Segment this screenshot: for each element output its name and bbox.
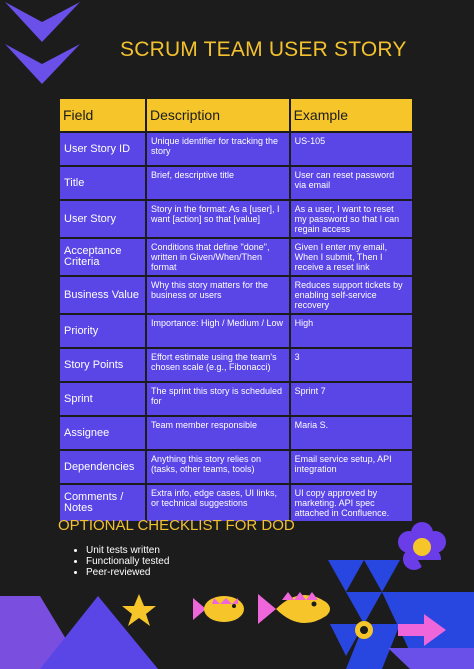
field-cell: Comments / Notes [59, 484, 146, 522]
example-cell: 3 [290, 348, 413, 382]
example-cell: Sprint 7 [290, 382, 413, 416]
field-cell: User Story ID [59, 132, 146, 166]
field-cell: Sprint [59, 382, 146, 416]
example-cell: User can reset password via email [290, 166, 413, 200]
field-cell: Story Points [59, 348, 146, 382]
fish-icon [193, 592, 330, 624]
description-cell: The sprint this story is scheduled for [146, 382, 290, 416]
description-cell: Importance: High / Medium / Low [146, 314, 290, 348]
page-title: SCRUM TEAM USER STORY [120, 38, 407, 61]
field-cell: Priority [59, 314, 146, 348]
description-cell: Unique identifier for tracking the story [146, 132, 290, 166]
table-row [59, 200, 413, 238]
description-cell: Team member responsible [146, 416, 290, 450]
list-item: • Peer-reviewed [86, 567, 169, 578]
table-row [59, 238, 413, 276]
field-cell: Title [59, 166, 146, 200]
description-cell: Conditions that define "done", written in Given/When/Then format [146, 238, 290, 276]
example-cell: Maria S. [290, 416, 413, 450]
table-row [59, 314, 413, 348]
example-cell: Reduces support tickets by enabling self-service recovery [290, 276, 413, 314]
dod-checklist [70, 545, 169, 578]
table-row [59, 416, 413, 450]
description-cell: Anything this story relies on (tasks, other teams, tools) [146, 450, 290, 484]
chevron-decor-icon [5, 2, 80, 84]
table-row [59, 276, 413, 314]
example-cell: As a user, I want to reset my password so that I can regain access [290, 200, 413, 238]
description-cell: Effort estimate using the team's chosen scale (e.g., Fibonacci) [146, 348, 290, 382]
table-row [59, 166, 413, 200]
user-story-table [58, 97, 414, 523]
list-item: • Unit tests written [86, 545, 169, 556]
checklist-title: OPTIONAL CHECKLIST FOR DOD [58, 517, 295, 534]
example-cell: UI copy approved by marketing. API spec attached in Confluence. [290, 484, 413, 522]
description-cell: Why this story matters for the business or users [146, 276, 290, 314]
table-row [59, 450, 413, 484]
table-row [59, 348, 413, 382]
list-item: • Functionally tested [86, 556, 169, 567]
example-cell: Email service setup, API integration [290, 450, 413, 484]
description-cell: Story in the format: As a [user], I want [action] so that [value] [146, 200, 290, 238]
header-description: Description [146, 98, 290, 132]
table-row [59, 382, 413, 416]
field-cell: Business Value [59, 276, 146, 314]
field-cell: Dependencies [59, 450, 146, 484]
geometric-pattern [328, 560, 474, 669]
description-cell: Extra info, edge cases, UI links, or technical suggestions [146, 484, 290, 522]
header-field: Field [59, 98, 146, 132]
example-cell: Given I enter my email, When I submit, Then I receive a reset link [290, 238, 413, 276]
field-cell: Acceptance Criteria [59, 238, 146, 276]
example-cell: High [290, 314, 413, 348]
field-cell: Assignee [59, 416, 146, 450]
header-example: Example [290, 98, 413, 132]
field-cell: User Story [59, 200, 146, 238]
example-cell: US-105 [290, 132, 413, 166]
star-icon [122, 594, 156, 626]
description-cell: Brief, descriptive title [146, 166, 290, 200]
table-header-row [59, 98, 413, 132]
table-row [59, 132, 413, 166]
